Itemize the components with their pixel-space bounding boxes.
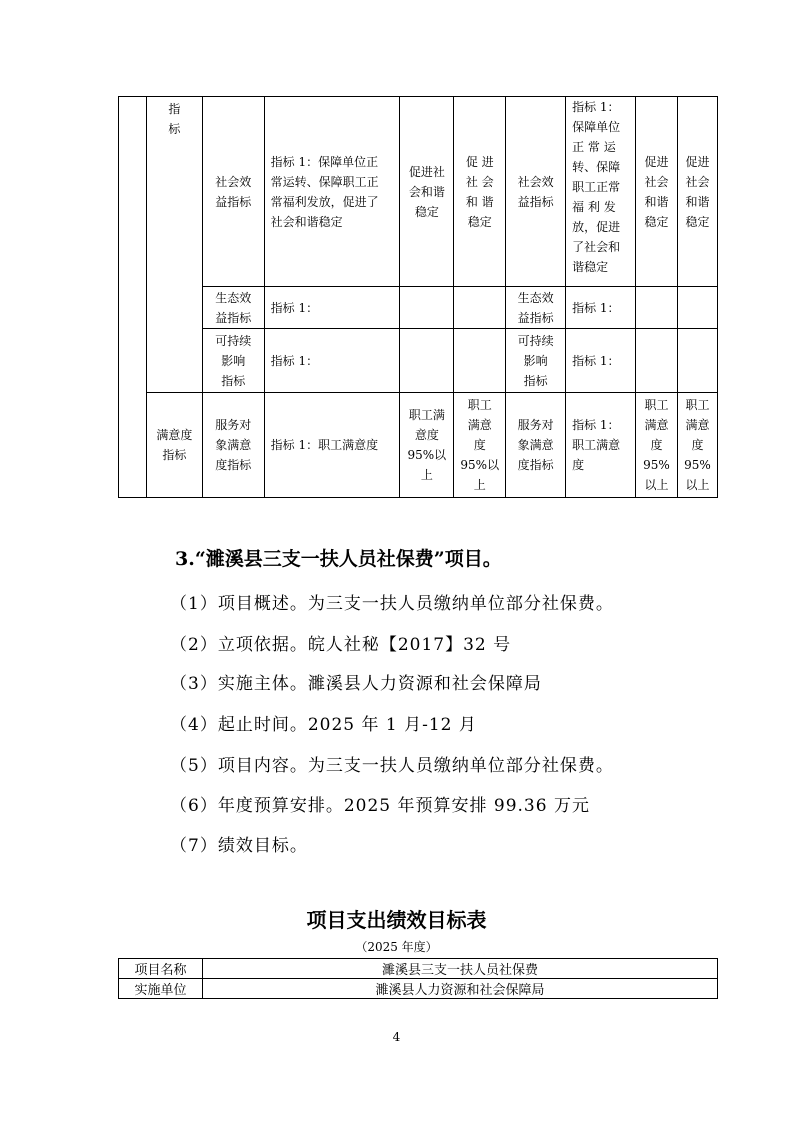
table-cell: 指标 1：职工满意度 bbox=[264, 393, 400, 498]
paragraph-item: （6）年度预算安排。2025 年预算安排 99.36 万元 bbox=[170, 796, 590, 816]
table-cell bbox=[454, 329, 506, 393]
table-cell: 促 进 社 会 和 谐 稳定 bbox=[454, 97, 506, 287]
table-cell: 职工 满意 度 95% 以上 bbox=[677, 393, 717, 498]
table-row bbox=[119, 393, 718, 498]
table-cell: 指标 1： 保障单位 正 常 运 转、保障 职工正常 福 利 发 放，促进 了社会和 谐稳定 bbox=[566, 97, 636, 287]
table-cell: 职工满 意度 95%以 上 bbox=[400, 393, 454, 498]
table-cell-value: 濉溪县三支一扶人员社保费 bbox=[203, 959, 718, 979]
table-cell: 社会效 益指标 bbox=[202, 97, 264, 287]
table-row bbox=[119, 329, 718, 393]
table-row bbox=[119, 979, 718, 999]
table-cell-label: 实施单位 bbox=[119, 979, 203, 999]
paragraph-item: （7）绩效目标。 bbox=[170, 836, 308, 856]
table-row bbox=[119, 287, 718, 329]
table-cell: 职工 满意 度 95% 以上 bbox=[635, 393, 677, 498]
table-cell bbox=[635, 329, 677, 393]
table-cell bbox=[677, 287, 717, 329]
table-cell: 指 标 bbox=[146, 97, 202, 393]
table-cell: 指标 1： bbox=[566, 287, 636, 329]
table-cell: 可持续 影响 指标 bbox=[202, 329, 264, 393]
table-cell bbox=[454, 287, 506, 329]
table-cell: 可持续 影响 指标 bbox=[506, 329, 566, 393]
section-heading: 3.“濉溪县三支一扶人员社保费”项目。 bbox=[175, 548, 502, 570]
project-info-table bbox=[118, 958, 718, 999]
table-row bbox=[119, 959, 718, 979]
paragraph-item: （4）起止时间。2025 年 1 月-12 月 bbox=[170, 715, 477, 735]
table-year: （2025 年度） bbox=[355, 940, 438, 954]
table-cell-value: 濉溪县人力资源和社会保障局 bbox=[203, 979, 718, 999]
table-cell: 指标 1： bbox=[566, 329, 636, 393]
performance-indicator-table bbox=[118, 96, 718, 498]
table-cell: 指标 1： bbox=[264, 287, 400, 329]
page-number: 4 bbox=[392, 1030, 401, 1044]
paragraph-item: （1）项目概述。为三支一扶人员缴纳单位部分社保费。 bbox=[170, 594, 614, 614]
table-cell bbox=[635, 287, 677, 329]
table-cell: 社会效 益指标 bbox=[506, 97, 566, 287]
table-cell: 服务对 象满意 度指标 bbox=[202, 393, 264, 498]
table-cell: 指标 1： bbox=[264, 329, 400, 393]
table-cell: 服务对 象满意 度指标 bbox=[506, 393, 566, 498]
table-title: 项目支出绩效目标表 bbox=[306, 908, 487, 932]
paragraph-item: （3）实施主体。濉溪县人力资源和社会保障局 bbox=[170, 674, 542, 694]
table-cell: 促进社 会和谐 稳定 bbox=[400, 97, 454, 287]
paragraph-item: （2）立项依据。皖人社秘【2017】32 号 bbox=[170, 635, 512, 655]
table-cell: 生态效 益指标 bbox=[202, 287, 264, 329]
table-cell bbox=[400, 329, 454, 393]
table-cell: 满意度 指标 bbox=[146, 393, 202, 498]
table-cell-label: 项目名称 bbox=[119, 959, 203, 979]
table-cell: 促进 社会 和谐 稳定 bbox=[635, 97, 677, 287]
table-row bbox=[119, 97, 718, 287]
table-cell: 促进 社会 和谐 稳定 bbox=[677, 97, 717, 287]
table-cell: 指标 1：保障单位正 常运转、保障职工正 常福利发放，促进了 社会和谐稳定 bbox=[264, 97, 400, 287]
table-cell: 生态效 益指标 bbox=[506, 287, 566, 329]
table-cell bbox=[119, 97, 147, 498]
table-cell: 职工 满意 度 95%以 上 bbox=[454, 393, 506, 498]
table-cell bbox=[400, 287, 454, 329]
table-cell bbox=[677, 329, 717, 393]
paragraph-item: （5）项目内容。为三支一扶人员缴纳单位部分社保费。 bbox=[170, 756, 614, 776]
table-cell: 指标 1： 职工满意 度 bbox=[566, 393, 636, 498]
